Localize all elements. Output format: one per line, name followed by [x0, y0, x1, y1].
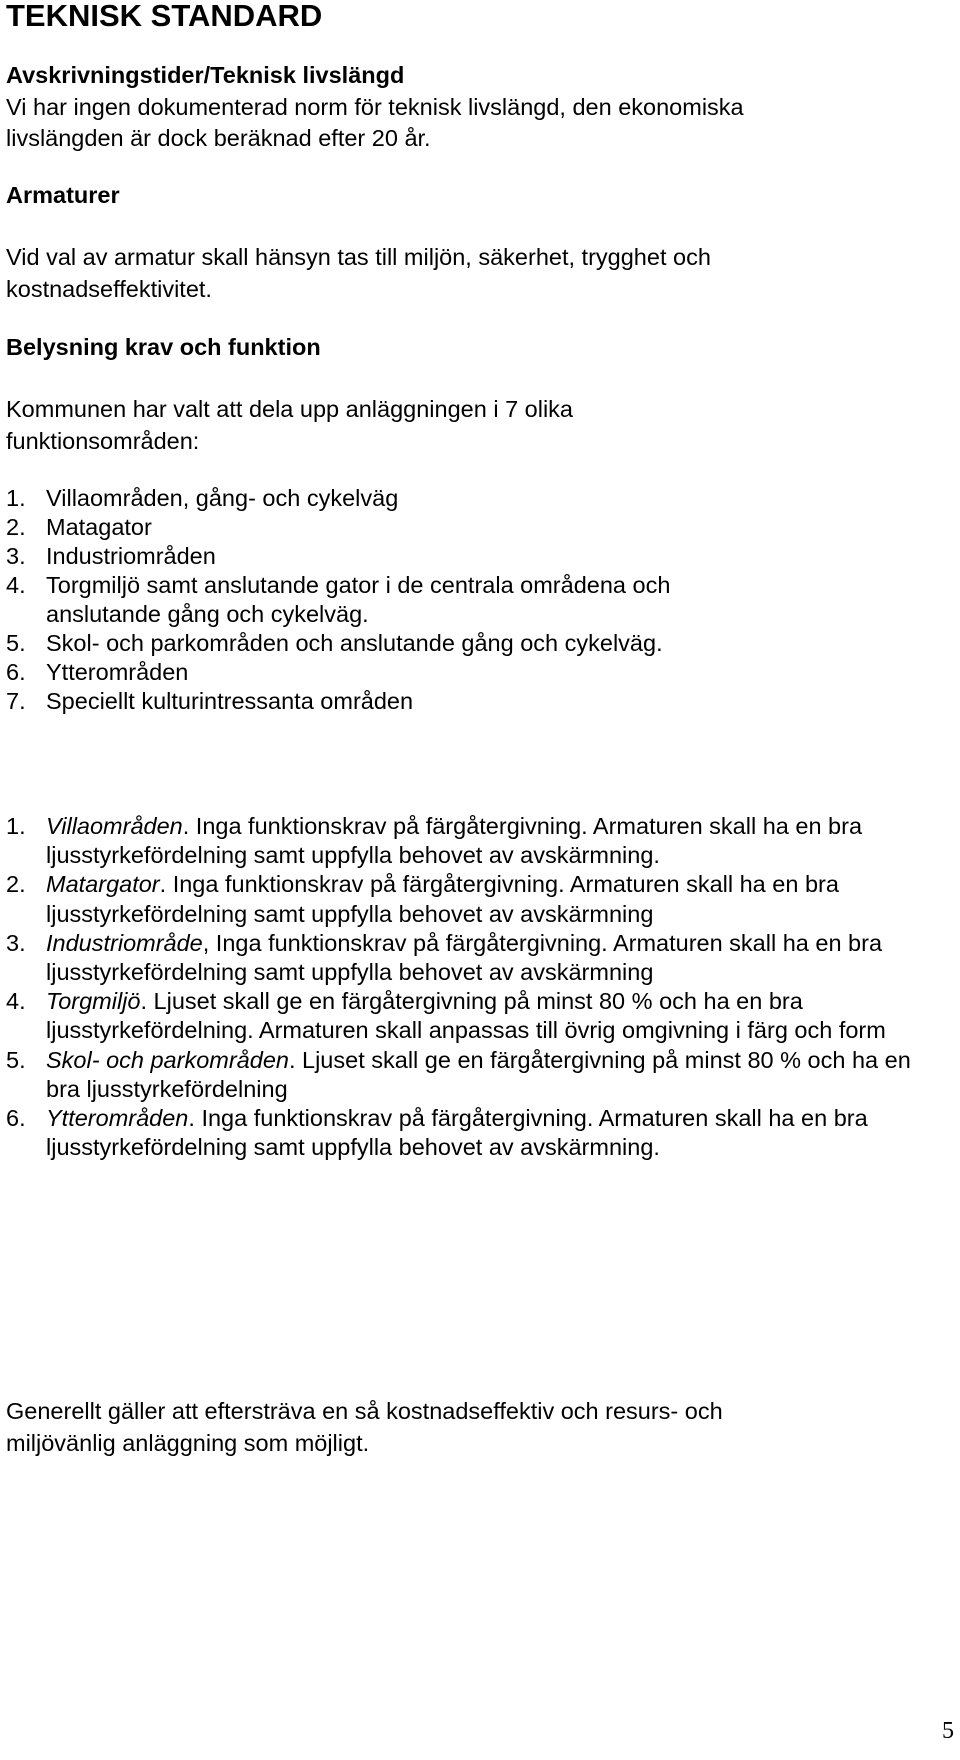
page-number: 5 [942, 1718, 954, 1744]
function-areas-list [6, 484, 670, 716]
area-term: Industriområde [46, 929, 203, 956]
list-item [6, 484, 670, 513]
section-armaturer-text [6, 242, 711, 305]
list-item-text: Industriområden [46, 543, 216, 569]
conclusion [6, 1396, 723, 1459]
area-term: Ytterområden [46, 1105, 189, 1132]
requirement-text: . Ljuset skall ge en färgåtergivning på minst 80 % och ha en bra ljusstyrkefördelning [46, 1046, 911, 1102]
requirement-text: , Inga funktionskrav på färgåtergivning. Armaturen skall ha en bra ljusstyrkefördelning samt uppfylla behovet av avskärmning [46, 929, 883, 986]
list-number: 2. [6, 514, 26, 540]
paragraph-line: Vi har ingen dokumenterad norm för teknisk livslängd, den ekonomiska [6, 93, 744, 120]
paragraph-line: funktionsområden: [6, 427, 200, 454]
section-lighting-heading [6, 332, 321, 364]
section-depreciation [6, 60, 744, 155]
list-item-text: Speciellt kulturintressanta områden [46, 688, 414, 714]
list-item-text: Skol- och parkområden och anslutande gång och cykelväg. [46, 630, 663, 656]
list-number: 5. [6, 1046, 26, 1073]
area-term: Torgmiljö [46, 988, 141, 1015]
area-term: Skol- och parkområden [46, 1046, 289, 1073]
paragraph-line: Kommunen har valt att dela upp anläggningen i 7 olika [6, 396, 573, 422]
list-number: 2. [6, 871, 26, 898]
list-item [6, 629, 670, 658]
list-number: 5. [6, 630, 26, 656]
section-heading: Belysning krav och funktion [6, 334, 321, 360]
list-number: 6. [6, 1105, 26, 1132]
list-number: 1. [6, 485, 26, 511]
paragraph-line: kostnadseffektivitet. [6, 275, 212, 302]
requirement-text: . Inga funktionskrav på färgåtergivning. Armaturen skall ha en bra ljusstyrkefördelning samt uppfylla behovet av avskärmning. [46, 1105, 868, 1161]
area-term: Villaområden [46, 813, 183, 839]
requirement-text: . Ljuset skall ge en färgåtergivning på minst 80 % och ha en bra ljusstyrkefördelning. Armaturen skall anpassas till övrig omgivning i färg och form [46, 988, 886, 1044]
list-item-text: Torgmiljö samt anslutande gator i de centrala områdena och [46, 572, 671, 598]
list-number: 3. [6, 543, 26, 569]
list-item [6, 542, 670, 571]
requirement-text: . Inga funktionskrav på färgåtergivning. Armaturen skall ha en bra ljusstyrkefördelning samt uppfylla behovet av avskärmning. [46, 813, 863, 869]
requirements-list [6, 812, 946, 1162]
section-heading: Armaturer [6, 182, 120, 208]
list-item-text: Ytterområden [46, 659, 189, 685]
paragraph-line: Vid val av armatur skall hänsyn tas till miljön, säkerhet, trygghet och [6, 244, 711, 270]
list-item [6, 687, 670, 716]
list-number: 4. [6, 988, 26, 1015]
list-item [6, 658, 670, 687]
list-item [6, 571, 670, 629]
list-item [6, 987, 946, 1045]
section-armaturer-heading [6, 180, 120, 212]
list-item [6, 870, 946, 928]
paragraph-line: livslängden är dock beräknad efter 20 år. [6, 125, 431, 151]
list-item [6, 812, 946, 870]
list-item [6, 513, 670, 542]
list-item [6, 1104, 946, 1162]
list-item [6, 1046, 946, 1104]
page-title: TEKNISK STANDARD [6, 0, 323, 33]
list-item-text: Villaområden, gång- och cykelväg [46, 485, 399, 511]
paragraph-line: Generellt gäller att eftersträva en så kostnadseffektiv och resurs- och [6, 1398, 723, 1424]
paragraph-line: miljövänlig anläggning som möjligt. [6, 1429, 370, 1456]
list-number: 6. [6, 659, 26, 685]
area-term: Matargator [46, 871, 160, 898]
requirement-text: . Inga funktionskrav på färgåtergivning. Armaturen skall ha en bra ljusstyrkefördelning samt uppfylla behovet av avskärmning [46, 871, 839, 927]
list-item-text: anslutande gång och cykelväg. [46, 601, 369, 627]
list-number: 1. [6, 813, 26, 839]
section-lighting-text [6, 394, 573, 457]
list-number: 3. [6, 929, 26, 956]
section-heading: Avskrivningstider/Teknisk livslängd [6, 62, 405, 88]
list-item [6, 929, 946, 987]
list-number: 4. [6, 572, 26, 598]
list-item-text: Matagator [46, 514, 152, 540]
list-number: 7. [6, 688, 26, 714]
